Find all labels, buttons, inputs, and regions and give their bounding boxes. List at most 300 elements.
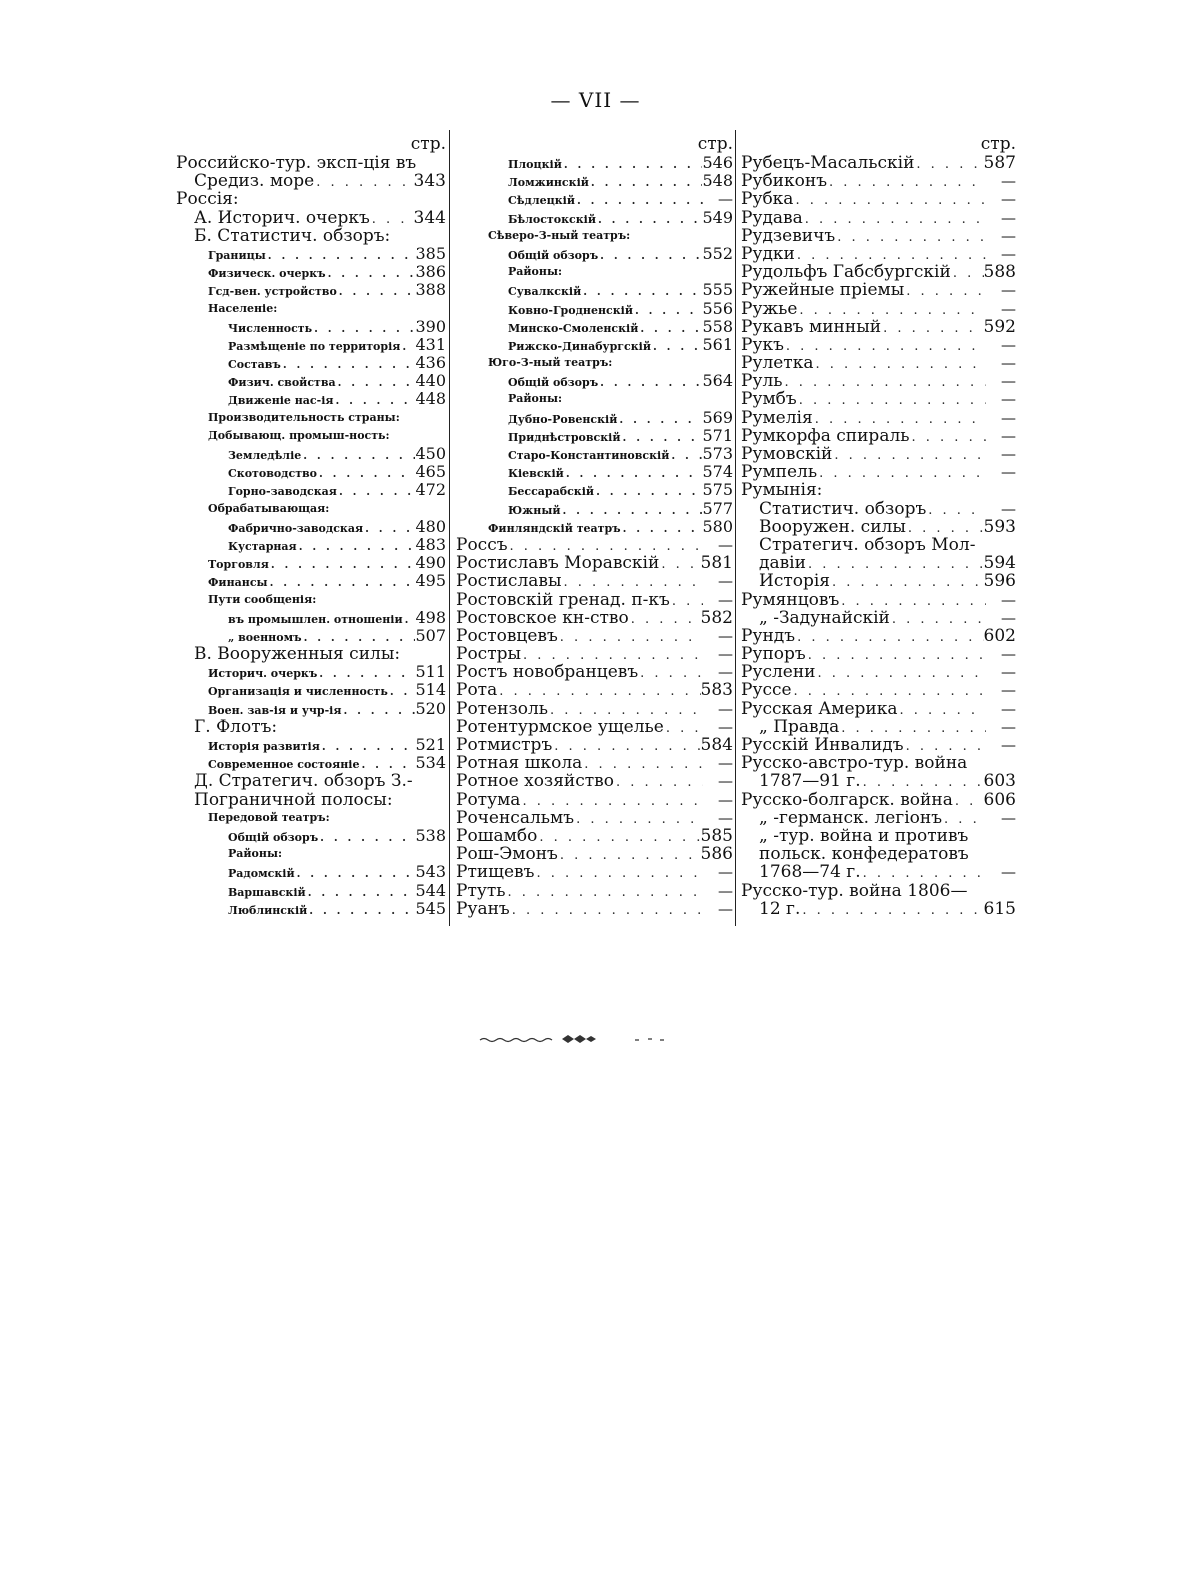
dot-leader <box>594 483 702 499</box>
entry-title: Рудки <box>741 244 795 264</box>
index-entry <box>176 390 446 408</box>
index-entry <box>741 663 1016 681</box>
dot-leader <box>904 283 986 299</box>
entry-title: Горно-заводская <box>228 485 337 499</box>
index-entry <box>456 463 733 481</box>
index-entry <box>176 372 446 390</box>
page-number: — <box>1001 354 1016 373</box>
dot-leader <box>890 611 986 627</box>
index-entry <box>456 445 733 463</box>
index-entry <box>741 190 1016 208</box>
page-number: — <box>1001 445 1016 463</box>
page-number: 472 <box>415 481 446 500</box>
index-entry <box>176 663 446 681</box>
entry-title: Рош-Эмонъ <box>456 845 558 864</box>
entry-title: Производительность страны: <box>208 410 400 424</box>
entry-title: Плоцкій <box>508 158 562 171</box>
page-number: — <box>1001 190 1016 209</box>
entry-title: Ростиславы <box>456 572 562 591</box>
column-divider <box>735 130 736 926</box>
index-entry <box>741 445 1016 463</box>
index-entry <box>741 209 1016 227</box>
dot-leader <box>562 156 703 172</box>
entry-title: Румелія <box>741 408 813 427</box>
dot-leader <box>792 683 986 699</box>
entry-title: Руанъ <box>456 899 510 918</box>
page-number: 386 <box>415 263 446 282</box>
page-number: — <box>1001 172 1016 191</box>
page-number: 573 <box>702 445 733 463</box>
entry-title: Районы: <box>508 265 563 279</box>
entry-title: Размѣщеніе по территорія <box>228 339 401 353</box>
index-entry <box>176 591 446 609</box>
entry-title: Русско-болгарск. война <box>741 790 953 809</box>
entry-title: Г. Флотъ: <box>194 717 278 736</box>
entry-title: Д. Стратегич. обзоръ З.- <box>194 772 413 791</box>
index-entry <box>176 263 446 281</box>
dot-leader <box>306 884 416 900</box>
dot-leader <box>598 247 702 263</box>
index-entry <box>456 681 733 699</box>
dot-leader <box>806 556 984 572</box>
dot-leader <box>268 574 416 590</box>
page-number: — <box>1001 645 1016 664</box>
page-number: 431 <box>415 335 446 354</box>
index-entry <box>456 845 733 863</box>
index-entry <box>741 754 1016 772</box>
page-number: — <box>718 790 733 809</box>
page-number: 344 <box>413 208 446 227</box>
dot-leader <box>337 483 416 499</box>
entry-title: Физич. свойства <box>228 376 336 390</box>
dot-leader <box>795 629 983 645</box>
page-number: 538 <box>415 826 446 845</box>
tailpiece-ornament <box>470 1031 680 1047</box>
page-number: 575 <box>702 481 733 500</box>
index-entry <box>741 227 1016 245</box>
entry-title: Люблинскій <box>228 903 308 917</box>
page-number: 587 <box>983 154 1016 173</box>
entry-title: Радомскій <box>228 867 295 881</box>
index-entry <box>456 336 733 354</box>
index-entry <box>741 536 1016 554</box>
entry-title: Финляндскій театръ <box>488 521 621 535</box>
index-entry <box>176 318 446 336</box>
dot-leader <box>827 174 986 190</box>
entry-title: Организація и численность <box>208 685 388 699</box>
page-number: 569 <box>702 408 733 427</box>
index-entry <box>741 463 1016 481</box>
page-column-label: стр. <box>410 134 446 154</box>
entry-title: Сѣдлецкій <box>508 194 575 208</box>
page-number: 581 <box>700 554 733 573</box>
page-number: — <box>718 717 733 736</box>
index-entry <box>176 463 446 481</box>
index-column-3 <box>741 134 1016 918</box>
page-number: 584 <box>700 736 733 755</box>
entry-title: въ промышлен. отношеніи <box>228 612 403 626</box>
entry-title: Гсд-вен. устройство <box>208 285 337 299</box>
index-entry <box>176 809 446 827</box>
index-entry <box>741 845 1016 863</box>
page-number: 521 <box>415 736 446 754</box>
index-entry <box>456 227 733 245</box>
entry-title: Рукавъ минный <box>741 317 882 336</box>
page-number: 545 <box>415 899 446 918</box>
index-entry <box>456 791 733 809</box>
entry-title: польск. конфедератовъ <box>759 845 969 864</box>
dot-leader <box>281 356 416 372</box>
dot-leader <box>558 847 701 863</box>
entry-title: Российско-тур. эксп-ція въ <box>176 154 417 173</box>
dot-leader <box>297 538 416 554</box>
dot-leader <box>336 374 416 390</box>
entry-title: Рундъ <box>741 626 796 646</box>
entry-title: Исторія развитія <box>208 740 320 753</box>
index-entry <box>456 318 733 336</box>
dot-leader <box>508 538 703 554</box>
entry-title: „ Правда <box>759 717 840 736</box>
entry-title: Районы: <box>228 847 283 861</box>
page-number: 593 <box>983 517 1016 536</box>
page-number: — <box>1001 663 1016 682</box>
dot-leader <box>301 447 415 463</box>
dot-leader <box>793 192 986 208</box>
index-entry <box>456 500 733 518</box>
dot-leader <box>334 392 416 408</box>
entry-title: Ростиславъ Моравскій <box>456 554 660 573</box>
entry-title: Рудава <box>741 208 803 227</box>
page-number: — <box>1001 281 1016 300</box>
index-entry <box>741 300 1016 318</box>
dot-leader <box>651 338 702 354</box>
dot-leader <box>617 411 702 427</box>
page-number: — <box>1001 208 1016 227</box>
index-entry <box>456 300 733 318</box>
page-number: 555 <box>702 281 733 300</box>
index-entry <box>456 536 733 554</box>
index-entry <box>456 281 733 299</box>
entry-title: Старо-Константиновскій <box>508 449 670 462</box>
index-entry <box>176 445 446 463</box>
dot-leader <box>832 447 986 463</box>
entry-title: Общій обзоръ <box>508 376 599 390</box>
entry-title: Россія: <box>176 190 239 209</box>
index-entry <box>176 281 446 299</box>
entry-title: Русско-тур. война 1806— <box>741 881 968 900</box>
index-entry <box>456 263 733 281</box>
entry-title: Фабрично-заводская <box>228 521 364 535</box>
entry-title: Минско-Смоленскій <box>508 321 639 335</box>
column-divider <box>449 130 450 926</box>
dot-leader <box>904 738 986 754</box>
index-entry <box>456 372 733 390</box>
index-entry <box>456 663 733 681</box>
page-number: — <box>718 899 733 918</box>
index-entry <box>176 827 446 845</box>
page-number: — <box>718 590 733 609</box>
entry-title: Рота <box>456 681 498 700</box>
page-number: — <box>1001 426 1016 445</box>
index-entry <box>741 827 1016 845</box>
page-number: 561 <box>702 335 733 354</box>
index-entry <box>456 354 733 372</box>
page-number: — <box>1001 244 1016 263</box>
page-number: — <box>1001 463 1016 482</box>
entry-title: Финансы <box>208 576 268 590</box>
entry-title: „ военномъ <box>228 630 302 644</box>
index-entry <box>176 209 446 227</box>
page-number: 543 <box>415 863 446 882</box>
entry-title: Движеніе нас-ія <box>228 394 334 408</box>
page-number: 549 <box>702 208 733 227</box>
index-entry <box>456 172 733 190</box>
dot-leader <box>614 774 703 790</box>
page-number: 498 <box>415 608 446 627</box>
dot-leader <box>839 593 986 609</box>
index-entry <box>741 645 1016 663</box>
dot-leader <box>370 211 414 227</box>
entry-title: А. Историч. очеркъ <box>194 208 370 227</box>
entry-title: Ростовскій гренад. п-къ <box>456 590 670 609</box>
index-entry <box>741 627 1016 645</box>
page-number: 596 <box>983 572 1016 591</box>
entry-title: Обрабатывающая: <box>208 501 330 515</box>
entry-title: Русско-австро-тур. война <box>741 754 968 773</box>
index-entry <box>176 536 446 554</box>
dot-leader <box>621 429 703 445</box>
entry-title: Русскій Инвалидъ <box>741 736 904 755</box>
index-entry <box>176 882 446 900</box>
entry-title: Румянцовъ <box>741 590 840 609</box>
entry-title: Руссе <box>741 681 792 700</box>
page-number: 388 <box>415 281 446 300</box>
entry-title: давіи <box>759 554 806 573</box>
dot-leader <box>521 647 703 663</box>
index-entry <box>176 681 446 699</box>
dot-leader <box>806 647 986 663</box>
index-entry <box>741 500 1016 518</box>
index-entry <box>741 609 1016 627</box>
entry-title: Ртищевъ <box>456 863 535 882</box>
dot-leader <box>537 829 700 845</box>
entry-title: Ростовцевъ <box>456 626 558 646</box>
page-number: 603 <box>983 772 1016 791</box>
index-entry <box>176 772 446 790</box>
dot-leader <box>835 229 986 245</box>
entry-title: Историч. очеркъ <box>208 667 318 681</box>
page-number: 580 <box>702 517 733 536</box>
index-entry <box>741 409 1016 427</box>
page-number: — <box>718 881 733 900</box>
dot-leader <box>326 265 416 281</box>
entry-title: Стратегич. обзоръ Мол- <box>759 535 976 555</box>
page-number: — <box>1001 863 1016 882</box>
dot-leader <box>914 156 983 172</box>
index-column-1 <box>176 134 446 918</box>
dot-leader <box>633 302 702 318</box>
dot-leader <box>312 320 415 336</box>
index-entry <box>456 718 733 736</box>
dot-leader <box>534 865 703 881</box>
dot-leader <box>598 374 702 390</box>
entry-title: Ротума <box>456 790 521 809</box>
entry-title: Статистич. обзоръ <box>759 499 927 518</box>
entry-title: В. Вооруженныя силы: <box>194 645 401 664</box>
index-entry <box>176 481 446 499</box>
entry-title: Ломжинскій <box>508 176 589 190</box>
dot-leader <box>797 302 986 318</box>
entry-title: Сувалкскій <box>508 285 582 299</box>
index-entry <box>741 481 1016 499</box>
entry-title: Юго-З-ный театръ: <box>488 356 613 370</box>
index-entry <box>456 554 733 572</box>
dot-leader <box>562 574 704 590</box>
entry-title: Приднѣстровскій <box>508 430 621 444</box>
entry-title: Исторія <box>759 572 831 591</box>
dot-leader <box>269 556 416 572</box>
index-entry <box>741 354 1016 372</box>
entry-title: 12 г. <box>759 899 801 918</box>
index-entry <box>741 863 1016 881</box>
dot-leader <box>314 174 413 190</box>
page-number: 465 <box>415 463 446 482</box>
entry-title: Руль <box>741 372 783 391</box>
index-entry <box>741 572 1016 590</box>
page-column-label: стр. <box>697 134 733 154</box>
dot-leader <box>906 520 984 536</box>
entry-title: Ротентурмское ущелье <box>456 717 664 736</box>
entry-title: Ковно-Гродненскій <box>508 303 633 317</box>
dot-leader <box>797 392 986 408</box>
index-entry <box>176 700 446 718</box>
entry-title: Рупоръ <box>741 645 806 664</box>
index-entry <box>176 754 446 772</box>
dot-leader <box>629 611 701 627</box>
page-number: — <box>718 535 733 554</box>
index-entry <box>741 245 1016 263</box>
page-number: 534 <box>415 754 446 773</box>
entry-title: Дубно-Ровенскій <box>508 412 618 426</box>
entry-title: Рудольфъ Габсбургскій <box>741 263 951 282</box>
index-entry <box>456 754 733 772</box>
page-number: 582 <box>700 608 733 627</box>
dot-leader <box>839 720 986 736</box>
index-entry <box>741 336 1016 354</box>
page-number: 556 <box>702 299 733 318</box>
page-number: 390 <box>415 317 446 336</box>
entry-title: Численность <box>228 321 313 335</box>
index-entry <box>741 591 1016 609</box>
index-entry <box>741 718 1016 736</box>
page-number: 436 <box>415 354 446 373</box>
index-entry <box>456 700 733 718</box>
dot-leader <box>295 865 416 881</box>
page-number: — <box>718 663 733 682</box>
entry-title: „ -тур. война и противъ <box>759 826 969 846</box>
page-column-label: стр. <box>980 134 1016 154</box>
entry-title: Б. Статистич. обзоръ: <box>194 226 391 245</box>
index-entry <box>741 172 1016 190</box>
entry-title: Румовскій <box>741 445 833 464</box>
index-entry <box>456 390 733 408</box>
entry-title: Роченсальмъ <box>456 808 575 827</box>
dot-leader <box>910 429 986 445</box>
page-number: 615 <box>983 899 1016 918</box>
page-number: 490 <box>415 554 446 573</box>
index-entry <box>176 627 446 645</box>
page-number: 514 <box>415 681 446 700</box>
entry-title: Варшавскій <box>228 885 306 899</box>
dot-leader <box>510 902 703 918</box>
page-number: 448 <box>415 390 446 409</box>
entry-title: Вооружен. силы <box>759 517 906 536</box>
page-number: 450 <box>415 445 446 463</box>
index-entry <box>176 718 446 736</box>
entry-title: Населеніе: <box>208 301 278 315</box>
entry-title: Добывающ. промыш-ность: <box>208 428 390 442</box>
page-number: — <box>1001 372 1016 391</box>
index-entry <box>741 900 1016 918</box>
dot-leader <box>506 884 703 900</box>
index-entry <box>741 372 1016 390</box>
page-number: — <box>718 754 733 773</box>
dot-leader <box>669 447 702 463</box>
dot-leader <box>266 247 416 263</box>
dot-leader <box>548 702 703 718</box>
index-entry <box>176 609 446 627</box>
page-number: 606 <box>983 790 1016 809</box>
index-entry <box>741 318 1016 336</box>
page-number: — <box>1001 681 1016 700</box>
index-entry <box>456 518 733 536</box>
dot-leader <box>317 465 415 481</box>
entry-title: Средиз. море <box>194 172 315 191</box>
entry-title: Румпель <box>741 463 818 482</box>
dot-leader <box>953 793 984 809</box>
entry-title: Торговля <box>208 558 269 572</box>
index-entry <box>741 518 1016 536</box>
page-number: 511 <box>415 663 446 682</box>
page-number: 440 <box>415 372 446 391</box>
page-number: — <box>718 772 733 791</box>
index-entry <box>176 227 446 245</box>
page-number: — <box>1001 335 1016 354</box>
page-number: — <box>1001 608 1016 627</box>
index-entry <box>176 300 446 318</box>
index-entry <box>456 863 733 881</box>
entry-title: Рижско-Динабургскій <box>508 339 651 353</box>
dot-leader <box>363 520 415 536</box>
page-number: — <box>1001 808 1016 827</box>
entry-title: Скотоводство <box>228 467 317 481</box>
entry-title: Руслени <box>741 663 816 682</box>
index-entry <box>456 627 733 645</box>
dot-leader <box>400 338 415 354</box>
page-number: 507 <box>415 626 446 645</box>
entry-title: Ружейные пріемы <box>741 281 905 300</box>
dot-leader <box>337 283 416 299</box>
index-entry <box>456 736 733 754</box>
index-entry <box>176 645 446 663</box>
page-number: 586 <box>700 845 733 864</box>
page-number: — <box>718 863 733 882</box>
index-entry <box>741 882 1016 900</box>
dot-leader <box>581 283 702 299</box>
dot-leader <box>589 174 703 190</box>
dot-leader <box>341 702 415 718</box>
index-entry <box>456 591 733 609</box>
